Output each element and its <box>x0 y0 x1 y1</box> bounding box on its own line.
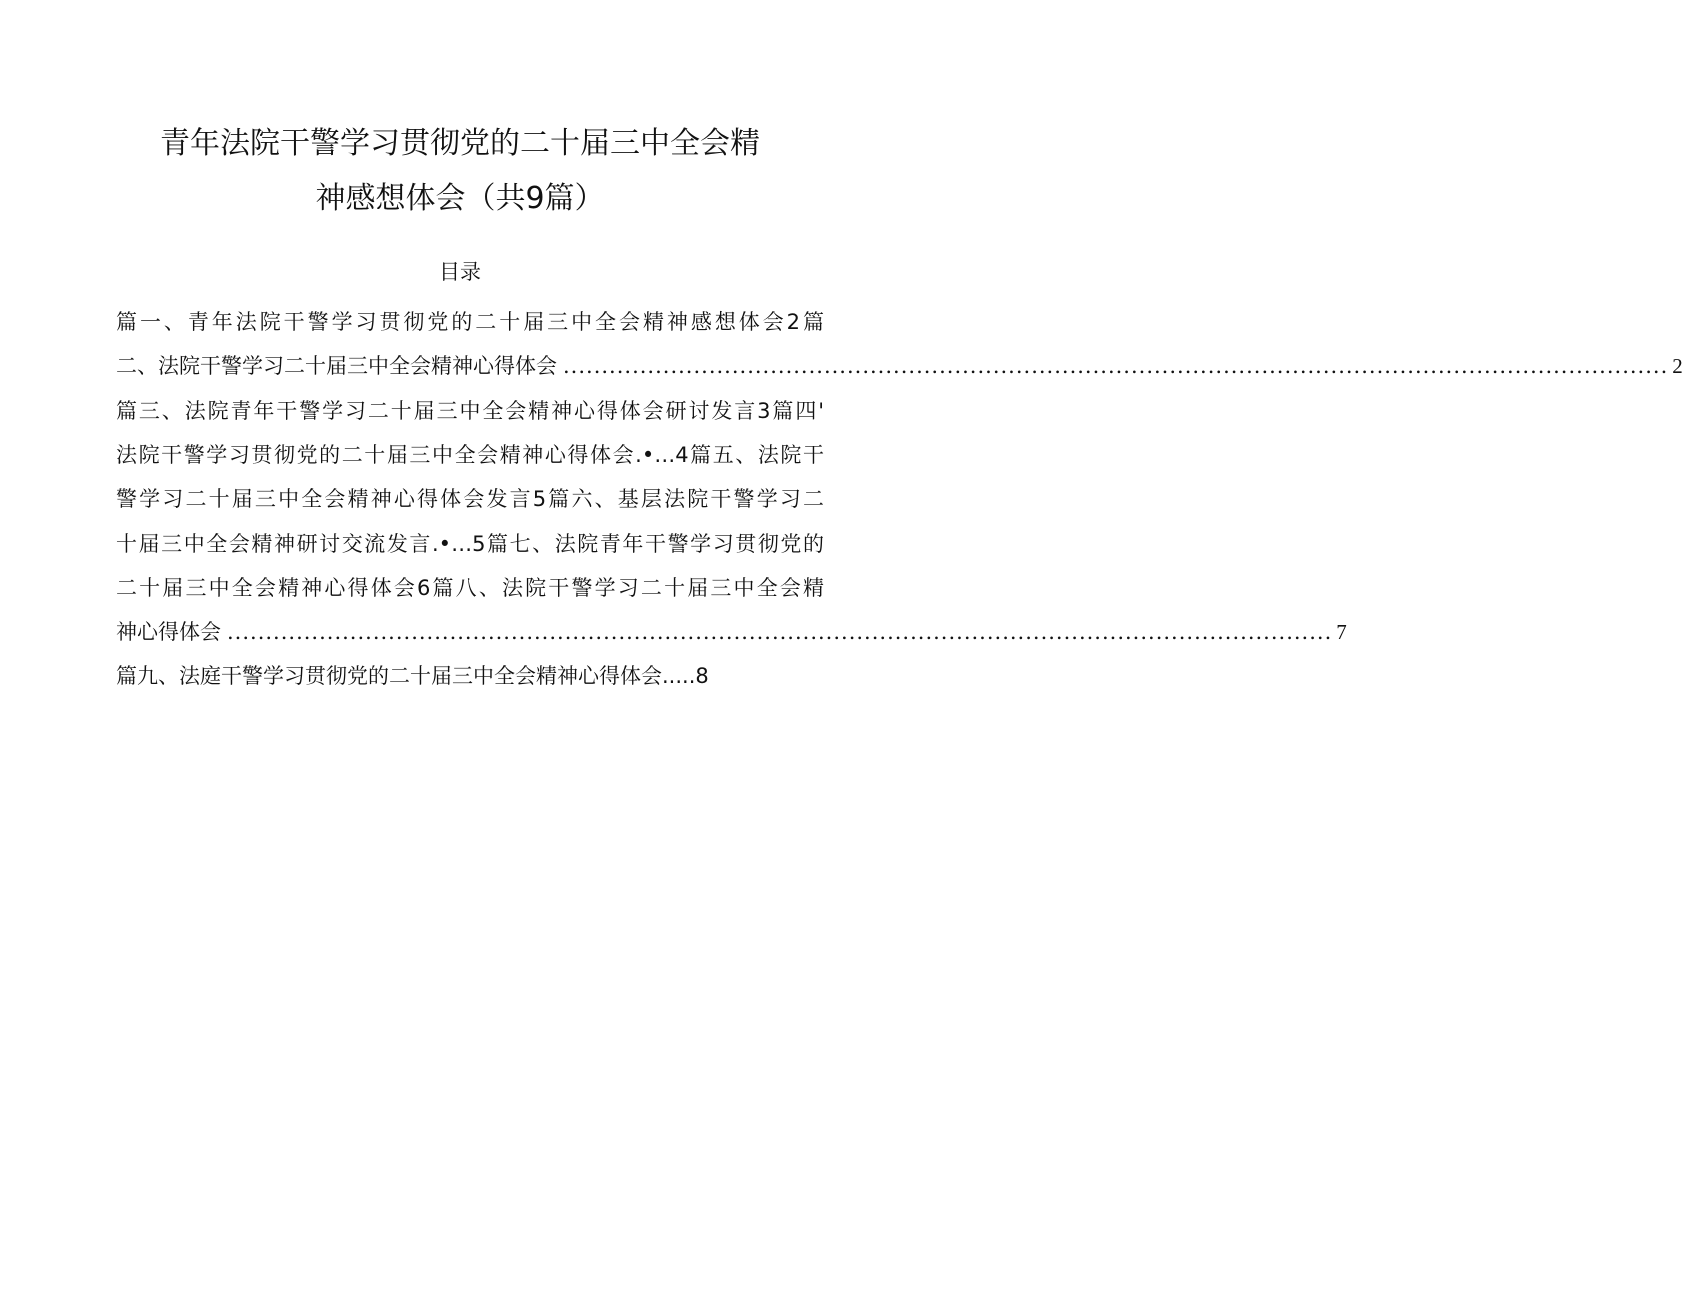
toc-line-8-page-number: 7 <box>1336 620 1347 644</box>
toc-line-4[interactable]: 法院干警学习贯彻党的二十届三中全会精神心得体会.•…4篇五、法院干 <box>116 443 824 467</box>
toc-line-8[interactable] <box>116 618 1347 646</box>
toc-line-5[interactable]: 警学习二十届三中全会精神心得体会发言5篇六、基层法院干警学习二 <box>116 487 824 511</box>
toc-line-9[interactable]: 篇九、法庭干警学习贯彻党的二十届三中全会精神心得体会.....8 <box>116 664 709 688</box>
document-title-line-1: 青年法院干警学习贯彻党的二十届三中全会精 <box>160 126 760 161</box>
toc-line-7[interactable]: 二十届三中全会精神心得体会6篇八、法院干警学习二十届三中全会精 <box>116 576 824 600</box>
toc-line-2-text: 二、法院干警学习二十届三中全会精神心得体会 <box>116 354 557 378</box>
document-title-line-2: 神感想体会（共9篇） <box>315 181 605 216</box>
toc-line-2-page-number: 2 <box>1672 354 1683 378</box>
toc-line-8-leader: ................................................................................................................................................ <box>227 620 1333 644</box>
toc-line-2-leader: ................................................................................................................................................ <box>563 354 1669 378</box>
toc-line-2[interactable] <box>116 352 1683 380</box>
toc-line-6[interactable]: 十届三中全会精神研讨交流发言.•…5篇七、法院青年干警学习贯彻党的 <box>116 532 824 556</box>
toc-heading: 目录 <box>439 260 481 284</box>
toc-line-8-text: 神心得体会 <box>116 620 221 644</box>
toc-line-1[interactable]: 篇一、青年法院干警学习贯彻党的二十届三中全会精神感想体会2篇 <box>116 310 824 334</box>
toc-line-3[interactable]: 篇三、法院青年干警学习二十届三中全会精神心得体会研讨发言3篇四' <box>116 399 824 423</box>
